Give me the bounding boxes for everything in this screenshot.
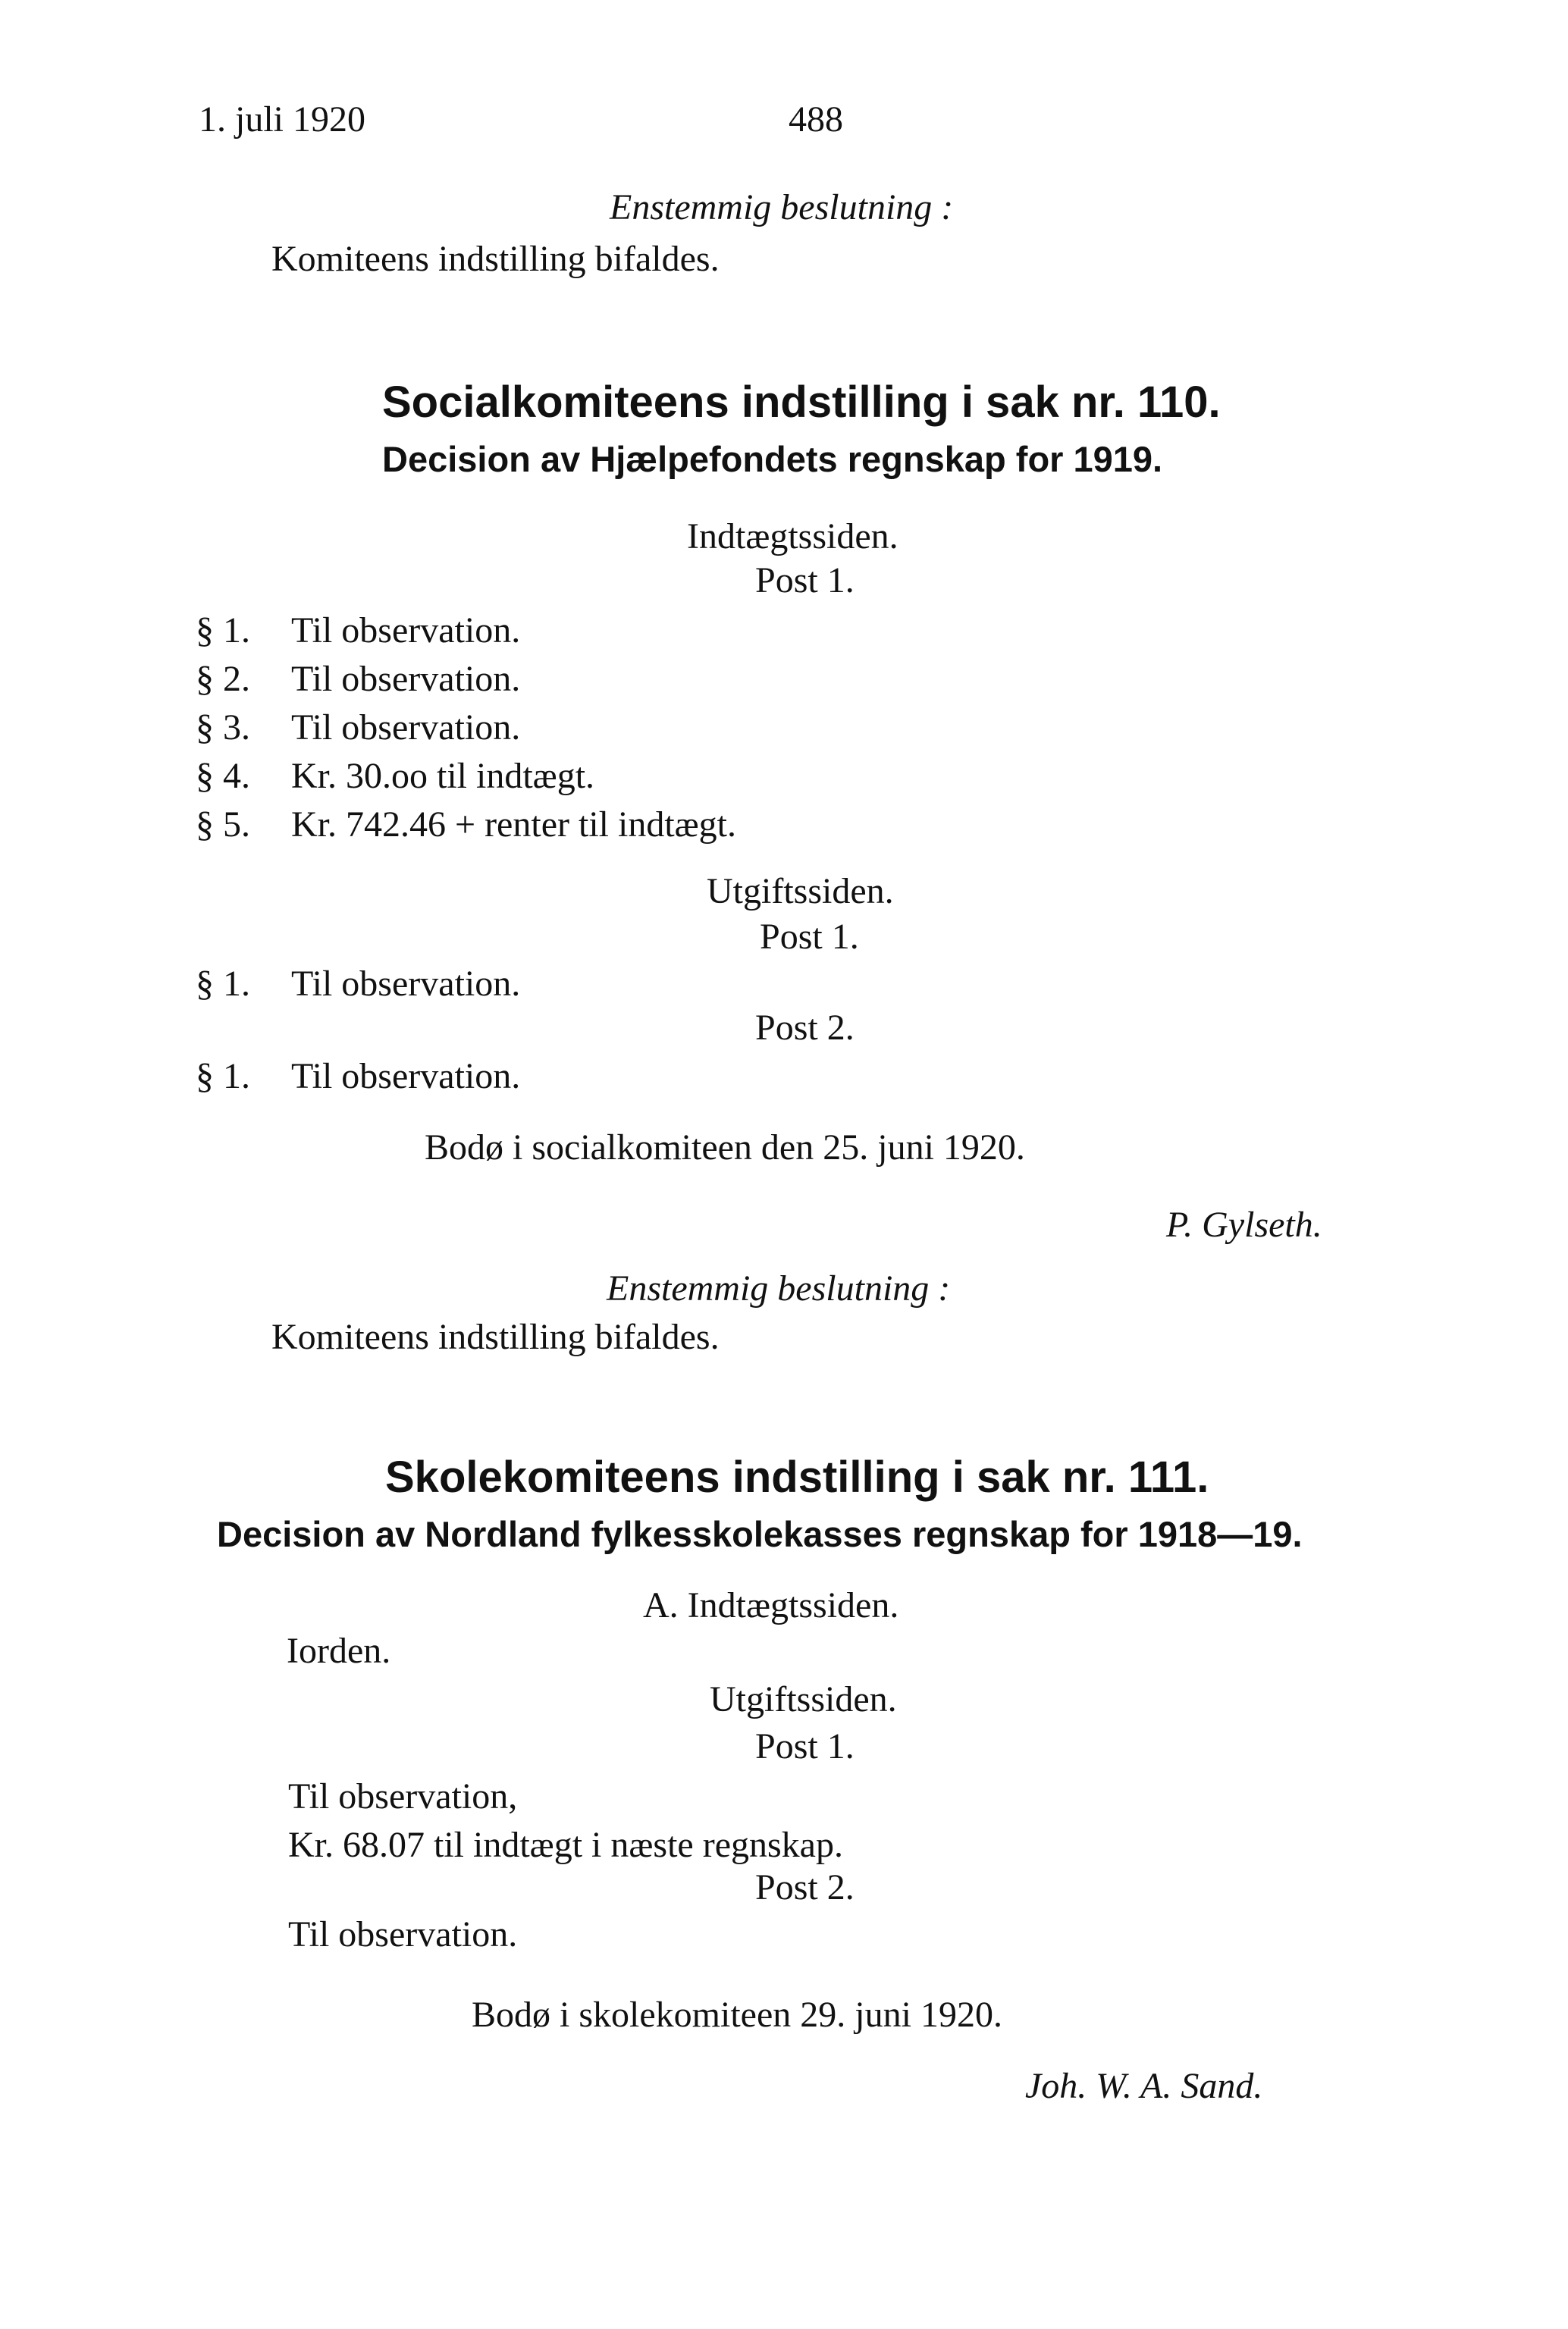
section-111-subtitle: Decision av Nordland fylkesskolekasses regnskap for 1918—19. xyxy=(217,1514,1303,1554)
place-date: Bodø i skolekomiteen 29. juni 1920. xyxy=(472,1995,1002,2035)
income-post-1: Post 1. xyxy=(755,560,855,600)
signature: Joh. W. A. Sand. xyxy=(1025,2066,1263,2106)
income-item-para: § 5. xyxy=(196,804,250,845)
decision-text: Komiteens indstilling bifaldes. xyxy=(271,239,720,279)
income-heading: A. Indtægtssiden. xyxy=(643,1585,899,1625)
income-item-text: Til observation. xyxy=(291,707,521,748)
decision-label: Enstemmig beslutning : xyxy=(610,187,954,227)
income-item-text: Kr. 30.oo til indtægt. xyxy=(291,756,595,796)
expense-item-para: § 1. xyxy=(196,1056,250,1096)
expense-post-2: Post 2. xyxy=(755,1008,855,1048)
page-date: 1. juli 1920 xyxy=(199,99,366,139)
expense-item-text: Til observation. xyxy=(291,1056,521,1096)
post-2-line: Til observation. xyxy=(288,1914,518,1954)
expense-post-1: Post 1. xyxy=(760,917,859,957)
expense-heading: Utgiftssiden. xyxy=(707,871,894,911)
income-item-para: § 2. xyxy=(196,659,250,699)
place-date: Bodø i socialkomiteen den 25. juni 1920. xyxy=(425,1127,1025,1168)
section-110-title: Socialkomiteens indstilling i sak nr. 110. xyxy=(382,378,1221,427)
section-110-subtitle: Decision av Hjælpefondets regnskap for 1919. xyxy=(382,439,1163,479)
income-text: Iorden. xyxy=(287,1631,391,1671)
decision-label: Enstemmig beslutning : xyxy=(607,1268,951,1309)
income-item-para: § 3. xyxy=(196,707,250,748)
post-2: Post 2. xyxy=(755,1867,855,1907)
decision-text: Komiteens indstilling bifaldes. xyxy=(271,1317,720,1357)
income-item-text: Til observation. xyxy=(291,659,521,699)
section-111-title: Skolekomiteens indstilling i sak nr. 111. xyxy=(385,1453,1209,1502)
signature: P. Gylseth. xyxy=(1166,1205,1322,1245)
expense-item-text: Til observation. xyxy=(291,964,521,1004)
post-1-line: Til observation, xyxy=(288,1776,518,1816)
income-heading: Indtægtssiden. xyxy=(687,516,898,556)
post-1-line: Kr. 68.07 til indtægt i næste regnskap. xyxy=(288,1825,843,1865)
expense-item-para: § 1. xyxy=(196,964,250,1004)
post-1: Post 1. xyxy=(755,1726,855,1766)
income-item-text: Til observation. xyxy=(291,610,521,650)
expense-heading: Utgiftssiden. xyxy=(710,1679,897,1719)
page-number: 488 xyxy=(789,99,843,139)
income-item-para: § 4. xyxy=(196,756,250,796)
income-item-text: Kr. 742.46 + renter til indtægt. xyxy=(291,804,737,845)
income-item-para: § 1. xyxy=(196,610,250,650)
